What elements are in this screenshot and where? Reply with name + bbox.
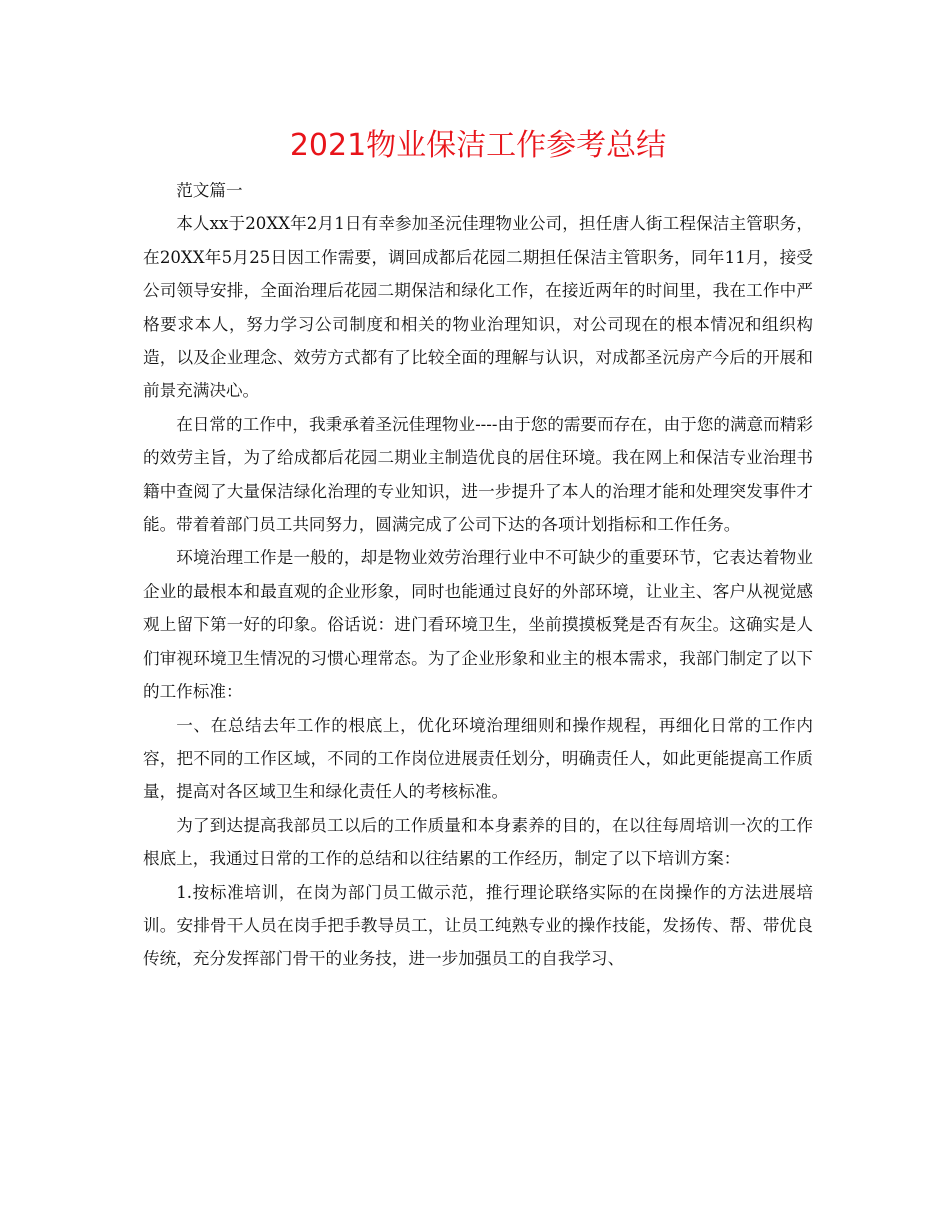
paragraph-3: 环境治理工作是一般的，却是物业效劳治理行业中不可缺少的重要环节，它表达着物业企业的最根本和最直观的企业形象，同时也能通过良好的外部环境，让业主、客户从视觉感观上留下第一好的印象。俗话说：进门看环境卫生，坐前摸摸板凳是否有灰尘。这确实是人们审视环境卫生情况的习惯心理常态。为了企业形象和业主的根本需求，我部门制定了以下的工作标准： [143,548,813,702]
paragraph-6: 1.按标准培训，在岗为部门员工做示范，推行理论联络实际的在岗操作的方法进展培训。安排骨干人员在岗手把手教导员工，让员工纯熟专业的操作技能，发扬传、帮、带优良传统，充分发挥部门骨干的业务技，进一步加强员工的自我学习、 [143,882,813,969]
document-title: 2021物业保洁工作参考总结 [289,128,667,163]
paragraph-5: 为了到达提高我部员工以后的工作质量和本身素养的目的，在以往每周培训一次的工作根底上，我通过日常的工作的总结和以往结累的工作经历，制定了以下培训方案： [143,815,813,869]
paragraph-heading-fanwen: 范文篇一 [176,181,243,200]
document-page [143,118,813,976]
paragraph-2: 在日常的工作中，我秉承着圣沅佳理物业----由于您的需要而存在，由于您的满意而精彩的效劳主旨，为了给成都后花园二期业主制造优良的居住环境。我在网上和保洁专业治理书籍中查阅了大量保洁绿化治理的专业知识，进一步提升了本人的治理才能和处理突发事件才能。带着着部门员工共同努力，圆满完成了公司下达的各项计划指标和工作任务。 [143,414,813,535]
paragraph-1: 本人xx于20XX年2月1日有幸参加圣沅佳理物业公司，担任唐人街工程保洁主管职务，在20XX年5月25日因工作需要，调回成都后花园二期担任保洁主管职务，同年11月，接受公司领导安排，全面治理后花园二期保洁和绿化工作，在接近两年的时间里，我在工作中严格要求本人，努力学习公司制度和相关的物业治理知识，对公司现在的根本情况和组织构造，以及企业理念、效劳方式都有了比较全面的理解与认识，对成都圣沅房产今后的开展和前景充满决心。 [143,214,813,401]
paragraph-4: 一、在总结去年工作的根底上，优化环境治理细则和操作规程，再细化日常的工作内容，把不同的工作区域，不同的工作岗位进展责任划分，明确责任人，如此更能提高工作质量，提高对各区域卫生和绿化责任人的考核标准。 [143,715,813,802]
